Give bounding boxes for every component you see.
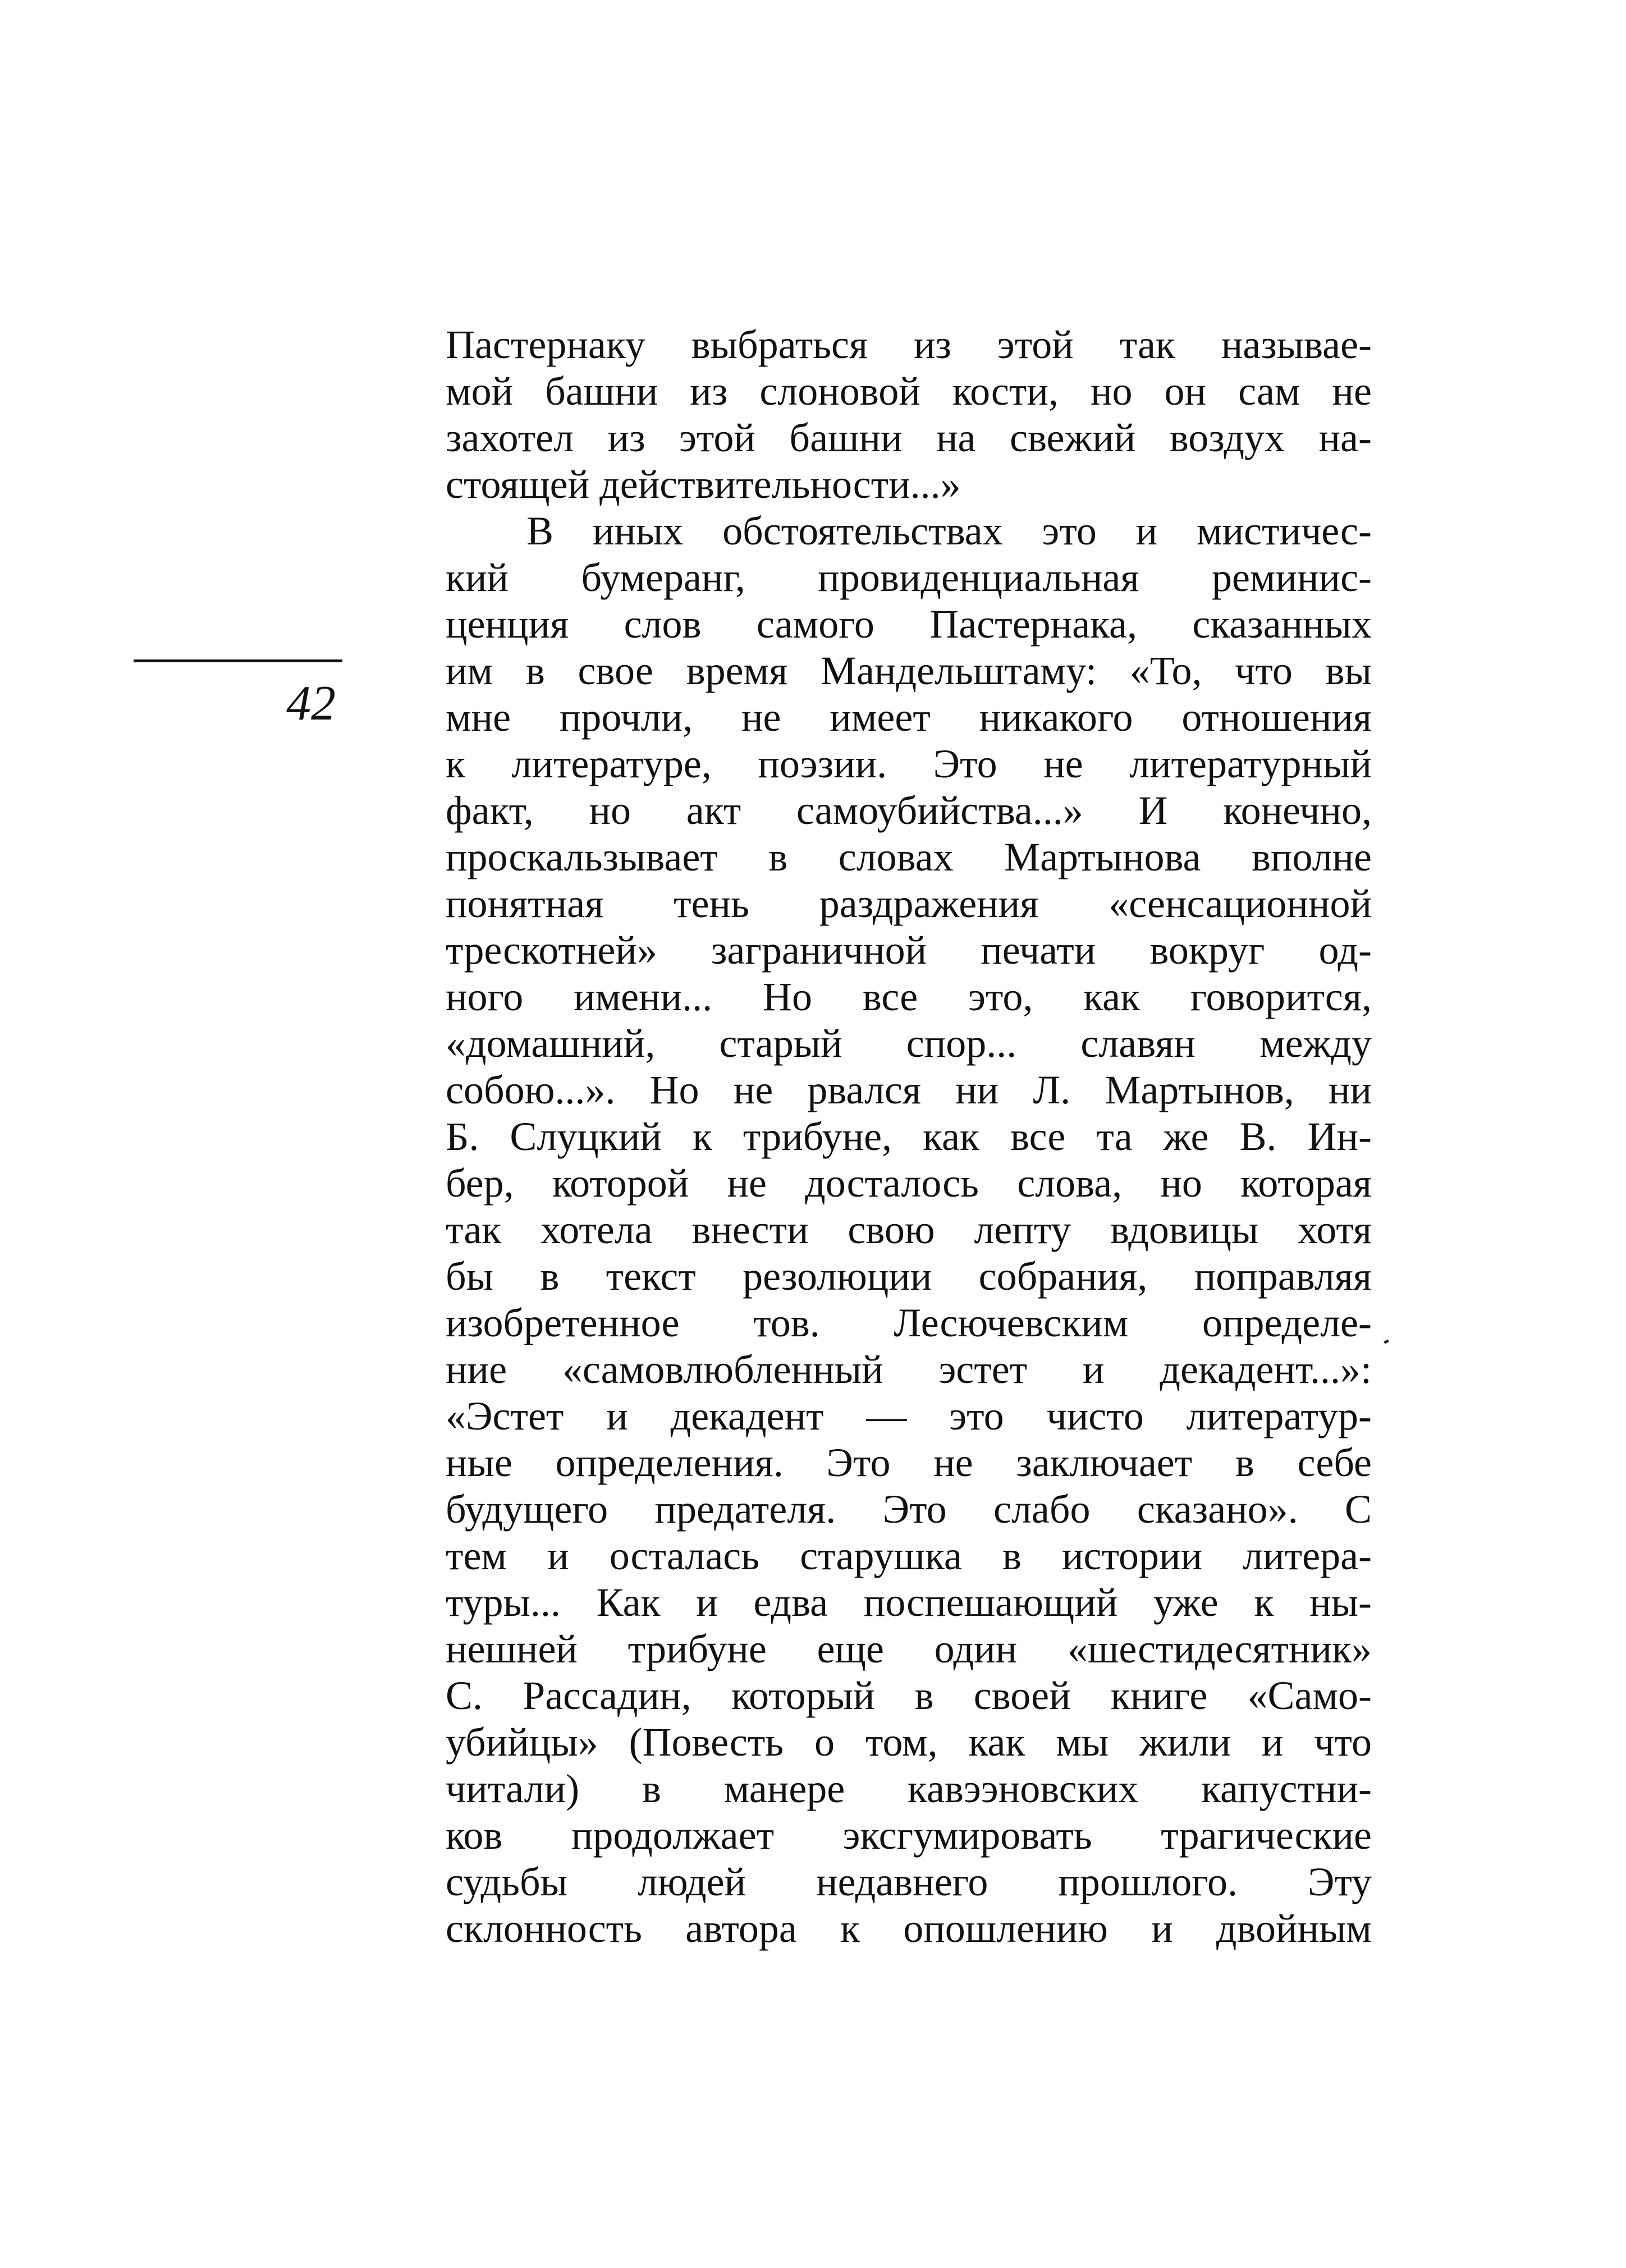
text-line: ков продолжает эксгумировать трагические <box>446 1813 1372 1858</box>
text-line: Б. Слуцкий к трибуне, как все та же В. Ин- <box>446 1114 1372 1159</box>
text-line: им в свое время Мандельштаму: «То, что вы <box>446 648 1372 693</box>
text-line: ные определения. Это не заключает в себе <box>446 1440 1372 1485</box>
page-number: 42 <box>286 676 336 731</box>
text-line: захотел из этой башни на свежий воздух на- <box>446 415 1372 460</box>
text-line: кий бумеранг, провиденциальная реминис- <box>446 555 1372 600</box>
text-line: ного имени... Но все это, как говорится, <box>446 974 1372 1019</box>
text-line: Пастернаку выбраться из этой так называе- <box>446 322 1372 367</box>
text-line: собою...». Но не рвался ни Л. Мартынов, ни <box>446 1067 1372 1112</box>
text-line: ценция слов самого Пастернака, сказанных <box>446 602 1372 647</box>
margin-rule <box>134 659 342 662</box>
body-text <box>446 322 1372 1952</box>
text-line: будущего предателя. Это слабо сказано». С <box>446 1487 1372 1532</box>
text-line: нешней трибуне еще один «шестидесятник» <box>446 1626 1372 1671</box>
text-line: тем и осталась старушка в истории литера- <box>446 1533 1372 1578</box>
text-line: туры... Как и едва поспешающий уже к ны- <box>446 1580 1372 1625</box>
text-line: «домашний, старый спор... славян между <box>446 1021 1372 1066</box>
text-line: судьбы людей недавнего прошлого. Эту <box>446 1859 1372 1904</box>
text-line: бер, которой не досталось слова, но которая <box>446 1161 1372 1206</box>
text-line: к литературе, поэзии. Это не литературный <box>446 741 1372 786</box>
text-line: изобретенное тов. Лесючевским определе- <box>446 1300 1372 1345</box>
text-line: мне прочли, не имеет никакого отношения <box>446 695 1372 740</box>
text-line: стоящей действительности...» <box>446 462 961 507</box>
paragraph-first-line: В иных обстоятельствах это и мистичес- <box>526 508 1372 553</box>
text-line: трескотней» заграничной печати вокруг од- <box>446 928 1372 973</box>
text-line: ние «самовлюбленный эстет и декадент...»: <box>446 1347 1372 1392</box>
text-line: читали) в манере кавээновских капустни- <box>446 1766 1372 1811</box>
text-line: мой башни из слоновой кости, но он сам не <box>446 369 1372 414</box>
text-line: проскальзывает в словах Мартынова вполне <box>446 835 1372 879</box>
text-line: бы в текст резолюции собрания, поправляя <box>446 1254 1372 1299</box>
text-line: «Эстет и декадент — это чисто литератур- <box>446 1394 1372 1438</box>
scan-speck <box>1384 1339 1389 1344</box>
text-line: факт, но акт самоубийства...» И конечно, <box>446 788 1372 833</box>
text-line: С. Рассадин, который в своей книге «Само- <box>446 1673 1372 1718</box>
text-line: понятная тень раздражения «сенсационной <box>446 881 1372 926</box>
text-line: так хотела внести свою лепту вдовицы хотя <box>446 1207 1372 1252</box>
text-line: склонность автора к опошлению и двойным <box>446 1906 1372 1951</box>
text-line: убийцы» (Повесть о том, как мы жили и что <box>446 1720 1372 1765</box>
